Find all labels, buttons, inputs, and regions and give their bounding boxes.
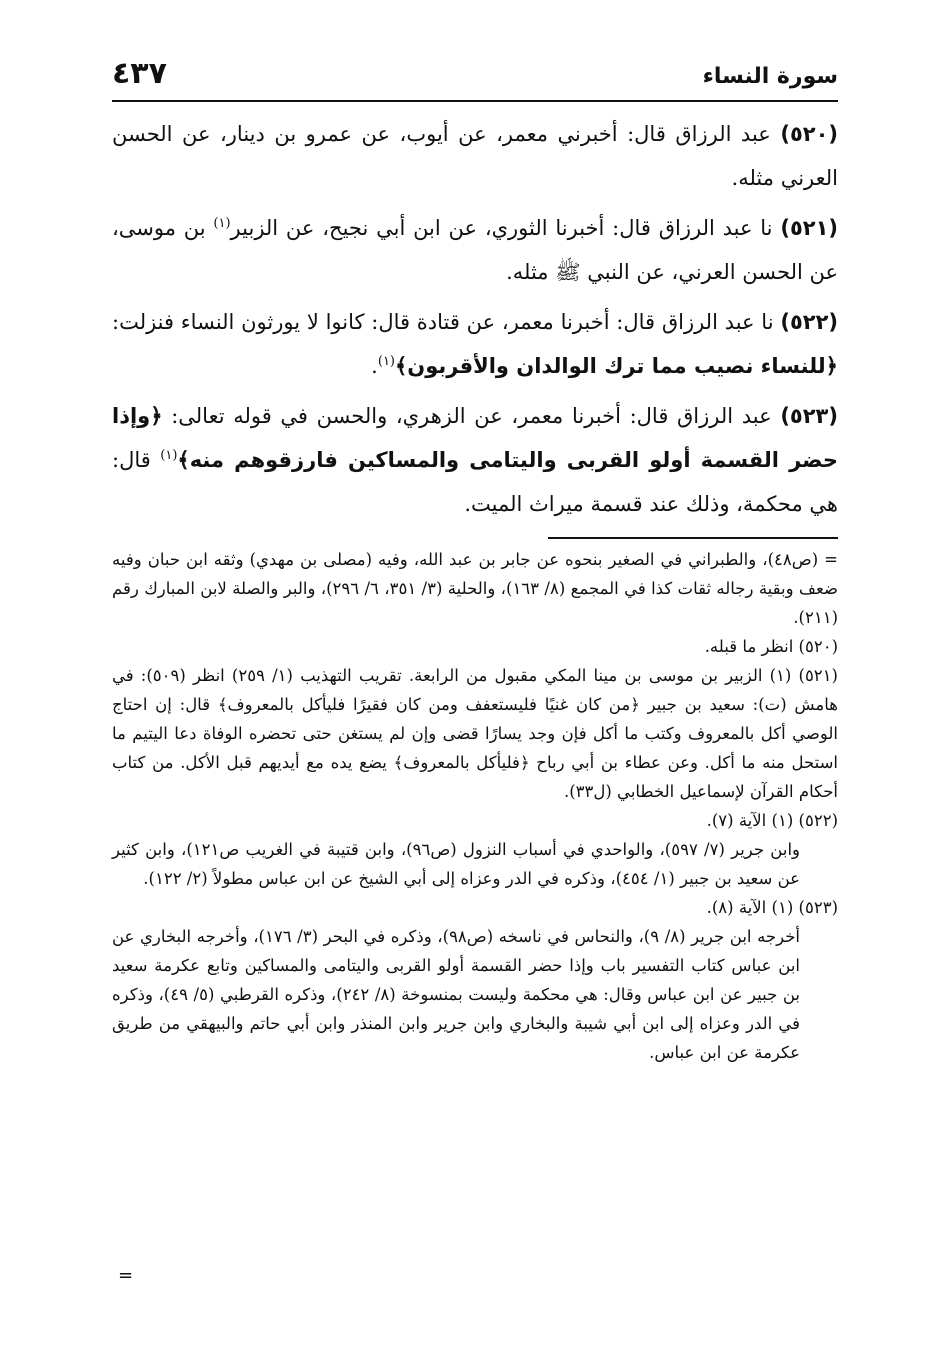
- entry-text-continued: بن موسى، عن الحسن العرني، عن النبي ﷺ مثله.: [112, 216, 838, 284]
- entry-number: (٥٢١): [780, 216, 838, 240]
- footnote-text: الآية (٧).: [706, 811, 767, 830]
- page-number: ٤٣٧: [112, 56, 167, 91]
- entry-text-continued: .: [371, 354, 378, 378]
- footnote-ref: (٥٢١) (١): [769, 666, 838, 685]
- footnote: [112, 632, 838, 661]
- entry-number: (٥٢٢): [780, 310, 838, 334]
- entry-number: (٥٢٠): [780, 122, 838, 146]
- footnote: [112, 893, 838, 922]
- footnote-ref: (٥٢٠): [798, 637, 838, 656]
- footnote-marker: (١): [377, 354, 395, 369]
- footnote-text: انظر ما قبله.: [704, 637, 794, 656]
- footnote-ref: (٥٢٢) (١): [771, 811, 838, 830]
- footnote: [112, 661, 838, 806]
- entry-text: نا عبد الرزاق قال: أخبرنا معمر، عن قتادة قال: كانوا لا يورثون النساء فنزلت:: [112, 310, 774, 334]
- footnote-text: أخرجه ابن جرير (٨/ ٩)، والنحاس في ناسخه (ص٩٨)، وذكره في البحر (٣/ ١٧٦)، وأخرجه البخاري عن ابن عباس كتاب التفسير باب وإذا حضر القسمة أولو القربى واليتامى والمساكين وتابع عكرمة سعيد بن جبير عن ابن عباس وقال: هي محكمة وليست بمنسوخة (٨/ ٢٤٢)، وذكره القرطبي (٥/ ٤٩)، وذكره في الدر وعزاه إلى ابن أبي شيبة والبخاري وابن جرير وابن المنذر وابن أبي حاتم والبيهقي من طريق عكرمة عن ابن عباس.: [112, 927, 801, 1062]
- footnote-text: = (ص٤٨)، والطبراني في الصغير بنحوه عن جابر بن عبد الله، وفيه (مصلى بن مهدي) وثقه ابن حبان وفيه ضعف وبقية رجاله ثقات كذا في المجمع (٨/ ١٦٣)، والحلية (٣/ ٣٥١، ٦/ ٢٩٦)، والبر والصلة لابن المبارك رقم (٢١١).: [112, 550, 838, 627]
- entry-text-continued: قال: هي محكمة، وذلك عند قسمة ميراث الميت.: [112, 448, 838, 516]
- footnote: [112, 545, 838, 632]
- footnotes-section: [112, 545, 838, 1067]
- entry-text: عبد الرزاق قال: أخبرني معمر، عن أيوب، عن عمرو بن دينار، عن الحسن العرني مثله.: [112, 122, 838, 190]
- hadith-entry-523: [112, 394, 838, 526]
- hadith-entry-522: [112, 300, 838, 388]
- footnote: [112, 922, 838, 1067]
- footnote-text: وابن جرير (٧/ ٥٩٧)، والواحدي في أسباب النزول (ص٩٦)، وابن قتيبة في الغريب ص١٢١)، وابن كثير عن سعيد بن جبير (١/ ٤٥٤)، وذكره في الدر وعزاه إلى أبي الشيخ عن ابن عباس مطولاً (٢/ ١٢٢).: [112, 840, 801, 888]
- entry-number: (٥٢٣): [780, 404, 838, 428]
- entry-text: نا عبد الرزاق قال: أخبرنا الثوري، عن ابن أبي نجيح، عن الزبير: [230, 216, 773, 240]
- footnote: [112, 835, 838, 893]
- footnote: [112, 806, 838, 835]
- quran-verse: ﴿وإذا حضر القسمة أولو القربى واليتامى والمساكين فارزقوهم منه﴾: [112, 404, 838, 472]
- quran-verse: ﴿للنساء نصيب مما ترك الوالدان والأقربون﴾: [395, 354, 838, 378]
- entry-text: عبد الرزاق قال: أخبرنا معمر، عن الزهري، والحسن في قوله تعالى:: [171, 404, 772, 428]
- hadith-entry-520: [112, 112, 838, 200]
- footnote-marker: (١): [160, 448, 178, 463]
- continuation-mark: =: [118, 1265, 134, 1286]
- hadith-entry-521: [112, 206, 838, 294]
- footnote-divider: [548, 537, 838, 539]
- footnote-ref: (٥٢٣) (١): [771, 898, 838, 917]
- main-text: [112, 112, 838, 532]
- footnote-marker: (١): [213, 216, 231, 231]
- footnote-text: الآية (٨).: [706, 898, 767, 917]
- footnote-text: الزبير بن موسى بن مينا المكي مقبول من الرابعة. تقريب التهذيب (١/ ٢٥٩) انظر (٥٠٩): في هامش (ت): سعيد بن جبير ﴿من كان غنيًا فليستعفف ومن كان فقيرًا فليأكل بالمعروف﴾ قال: إن احتاج الوصي أكل بالمعروف وكتب ما أكل فإن وجد يسارًا قضى وإن لم يستغن حتى تحضره الوفاة دعا اليتيم ما استحل منه ما أكل. وعن عطاء بن أبي رباح ﴿فليأكل بالمعروف﴾ يضع يده مع أيديهم قبل الأكل. من كتاب أحكام القرآن لإسماعيل الخطابي (ل٣٣).: [112, 666, 838, 801]
- page-header: [112, 54, 838, 102]
- surah-title: سورة النساء: [702, 64, 838, 89]
